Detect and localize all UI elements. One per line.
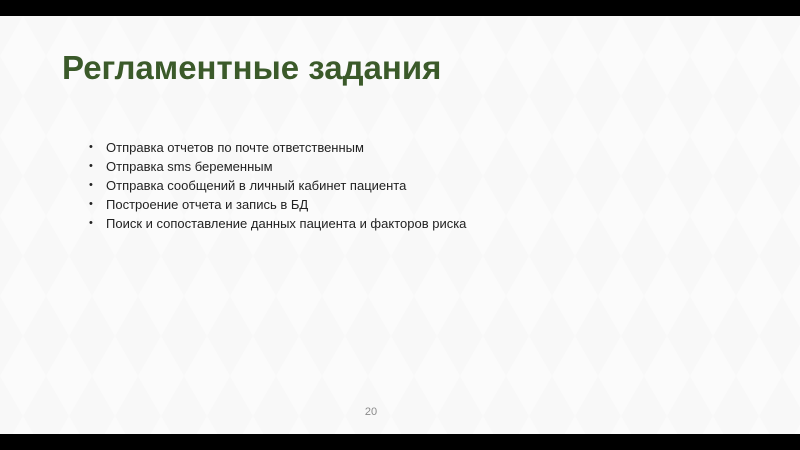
bullet-icon: •: [89, 198, 93, 210]
list-item: [89, 214, 466, 233]
list-item: [89, 195, 466, 214]
bullet-icon: •: [89, 141, 93, 153]
slide-title: Регламентные задания: [62, 49, 442, 86]
list-item: [89, 176, 466, 195]
list-item-text: Отправка sms беременным: [106, 159, 273, 174]
bullet-icon: •: [89, 179, 93, 191]
list-item-text: Отправка отчетов по почте ответственным: [106, 140, 364, 155]
slide: [0, 16, 800, 434]
bullet-icon: •: [89, 217, 93, 229]
list-item-text: Отправка сообщений в личный кабинет пациента: [106, 178, 407, 193]
bullet-list: [89, 138, 466, 233]
list-item: [89, 157, 466, 176]
list-item-text: Поиск и сопоставление данных пациента и факторов риска: [106, 216, 467, 231]
page-number: 20: [364, 406, 378, 418]
bullet-icon: •: [89, 160, 93, 172]
list-item-text: Построение отчета и запись в БД: [106, 197, 309, 212]
list-item: [89, 138, 466, 157]
